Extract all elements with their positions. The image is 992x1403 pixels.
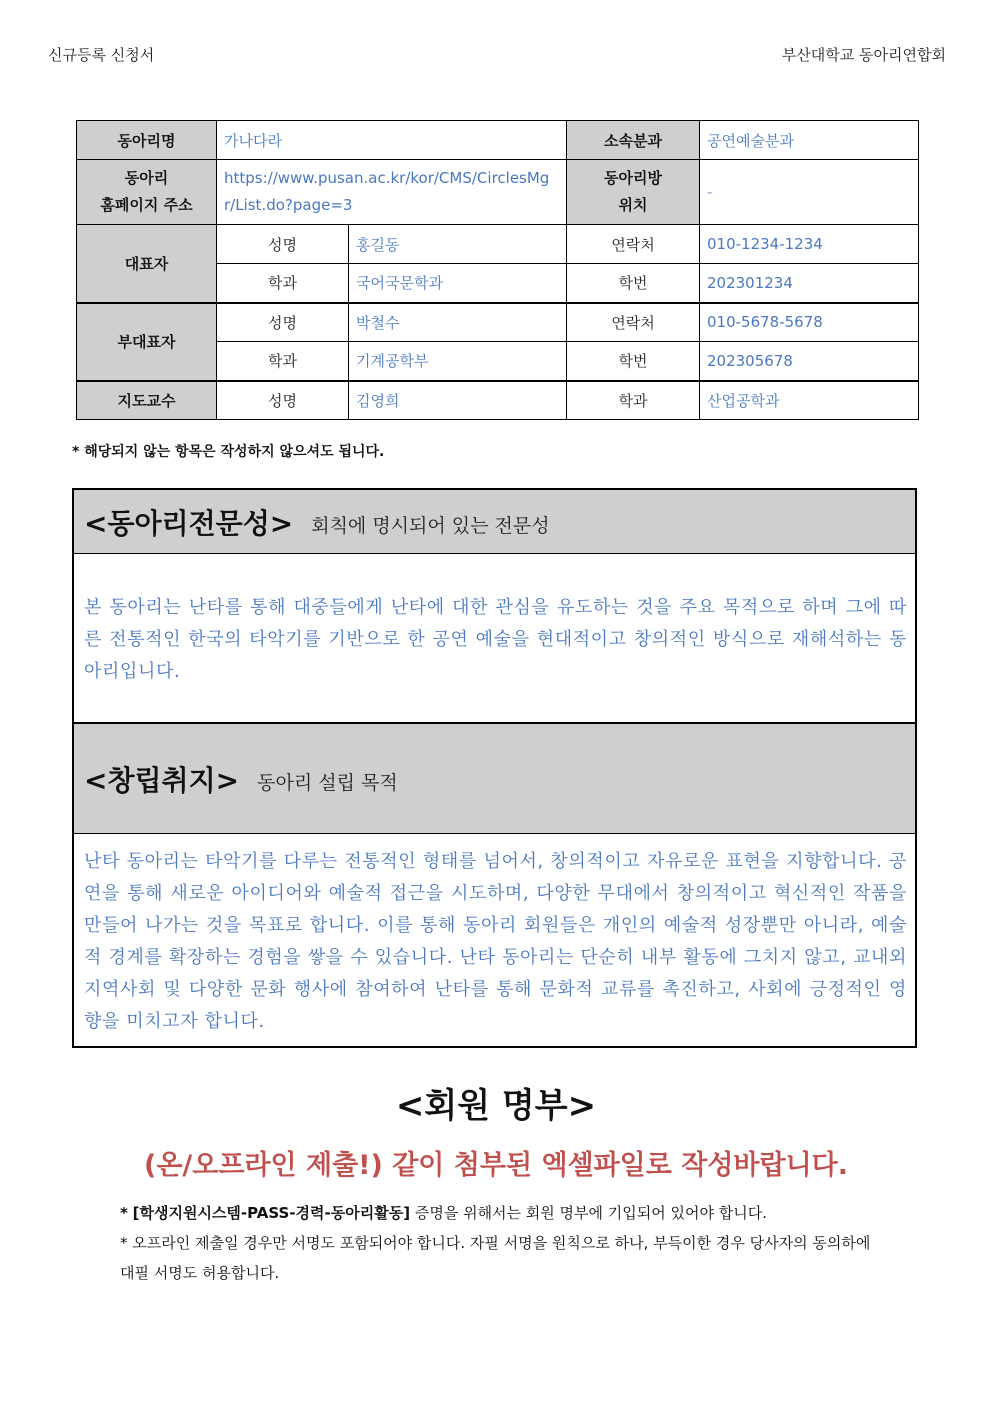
rep-dept-value[interactable]: 국어국문학과 <box>349 264 567 303</box>
division-label: 소속분과 <box>567 121 700 160</box>
table-row <box>77 303 919 342</box>
members-instruction: (온/오프라인 제출!) 같이 첨부된 엑셀파일로 작성바랍니다. <box>144 1150 848 1181</box>
members-title: <회원 명부> <box>395 1086 597 1126</box>
expertise-title: <동아리전문성> <box>84 506 294 540</box>
homepage-label <box>77 160 217 225</box>
advisor-dept-label: 학과 <box>567 381 700 420</box>
homepage-url-value[interactable]: https://www.pusan.ac.kr/kor/CMS/CirclesMgr/List.do?page=3 <box>217 160 567 225</box>
rep-name-value[interactable]: 홍길동 <box>349 225 567 264</box>
expertise-subtitle: 회칙에 명시되어 있는 전문성 <box>311 515 550 537</box>
rep-name-label: 성명 <box>217 225 349 264</box>
advisor-label: 지도교수 <box>77 381 217 420</box>
expertise-section <box>72 488 917 724</box>
vice-student-id-value[interactable]: 202305678 <box>700 342 919 381</box>
rep-contact-label: 연락처 <box>567 225 700 264</box>
table-row <box>77 225 919 264</box>
vice-contact-label: 연락처 <box>567 303 700 342</box>
rep-student-id-label: 학번 <box>567 264 700 303</box>
header-doc-type: 신규등록 신청서 <box>48 46 155 64</box>
table-row <box>77 160 919 225</box>
club-info-table <box>76 120 919 420</box>
vice-label: 부대표자 <box>77 303 217 381</box>
vice-name-label: 성명 <box>217 303 349 342</box>
room-label-line2: 위치 <box>618 196 648 214</box>
header-organization: 부산대학교 동아리연합회 <box>781 46 946 64</box>
offline-signature-note: * 오프라인 제출일 경우만 서명도 포함되어야 합니다. 자필 서명을 원칙으로 하나, 부득이한 경우 당사자의 동의하에 대필 서명도 허용합니다. <box>120 1234 871 1282</box>
founding-title: <창립취지> <box>84 763 240 797</box>
vice-dept-label: 학과 <box>217 342 349 381</box>
advisor-dept-value[interactable]: 산업공학과 <box>700 381 919 420</box>
homepage-label-line1: 동아리 <box>124 169 169 187</box>
club-name-label: 동아리명 <box>77 121 217 160</box>
division-value[interactable]: 공연예술분과 <box>700 121 919 160</box>
vice-name-value[interactable]: 박철수 <box>349 303 567 342</box>
club-name-value[interactable]: 가나다라 <box>217 121 567 160</box>
pass-note-bullet: * <box>120 1204 128 1222</box>
founding-section <box>72 722 917 1048</box>
rep-student-id-value[interactable]: 202301234 <box>700 264 919 303</box>
advisor-name-label: 성명 <box>217 381 349 420</box>
rep-contact-value[interactable]: 010-1234-1234 <box>700 225 919 264</box>
table-row <box>77 121 919 160</box>
pass-note-text: 증명을 위해서는 회원 명부에 기입되어 있어야 합니다. <box>414 1204 768 1222</box>
advisor-name-value[interactable]: 김영희 <box>349 381 567 420</box>
expertise-body[interactable]: 본 동아리는 난타를 통해 대중들에게 난타에 대한 관심을 유도하는 것을 주요 목적으로 하며 그에 따른 전통적인 한국의 타악기를 기반으로 한 공연 예술을 현대적이고 창의적인 방식으로 재해석하는 동아리입니다. <box>84 597 907 682</box>
rep-dept-label: 학과 <box>217 264 349 303</box>
pass-note-system: [학생지원시스템-PASS-경력-동아리활동] <box>132 1204 411 1222</box>
pass-note <box>120 1198 767 1228</box>
founding-subtitle: 동아리 설립 목적 <box>257 772 398 794</box>
room-label-line1: 동아리방 <box>604 169 662 187</box>
rep-label: 대표자 <box>77 225 217 303</box>
room-label <box>567 160 700 225</box>
table-row <box>77 381 919 420</box>
vice-contact-value[interactable]: 010-5678-5678 <box>700 303 919 342</box>
vice-student-id-label: 학번 <box>567 342 700 381</box>
founding-header <box>74 724 915 834</box>
expertise-header <box>74 490 915 554</box>
founding-body[interactable]: 난타 동아리는 타악기를 다루는 전통적인 형태를 넘어서, 창의적이고 자유로운 표현을 지향합니다. 공연을 통해 새로운 아이디어와 예술적 접근을 시도하며, 다양한 무대에서 창의적이고 혁신적인 작품을 만들어 나가는 것을 목표로 합니다. 이를 통해 동아리 회원들은 개인의 예술적 성장뿐만 아니라, 예술적 경계를 확장하는 경험을 쌓을 수 있습니다. 난타 동아리는 단순히 내부 활동에 그치지 않고, 교내외 지역사회 및 다양한 문화 행사에 참여하여 난타를 통해 문화적 교류를 촉진하고, 사회에 긍정적인 영향을 미치고자 합니다. <box>84 851 907 1032</box>
optional-fields-note: * 해당되지 않는 항목은 작성하지 않으셔도 됩니다. <box>72 444 385 460</box>
room-value[interactable]: - <box>700 160 919 225</box>
homepage-label-line2: 홈페이지 주소 <box>100 196 193 214</box>
vice-dept-value[interactable]: 기계공학부 <box>349 342 567 381</box>
